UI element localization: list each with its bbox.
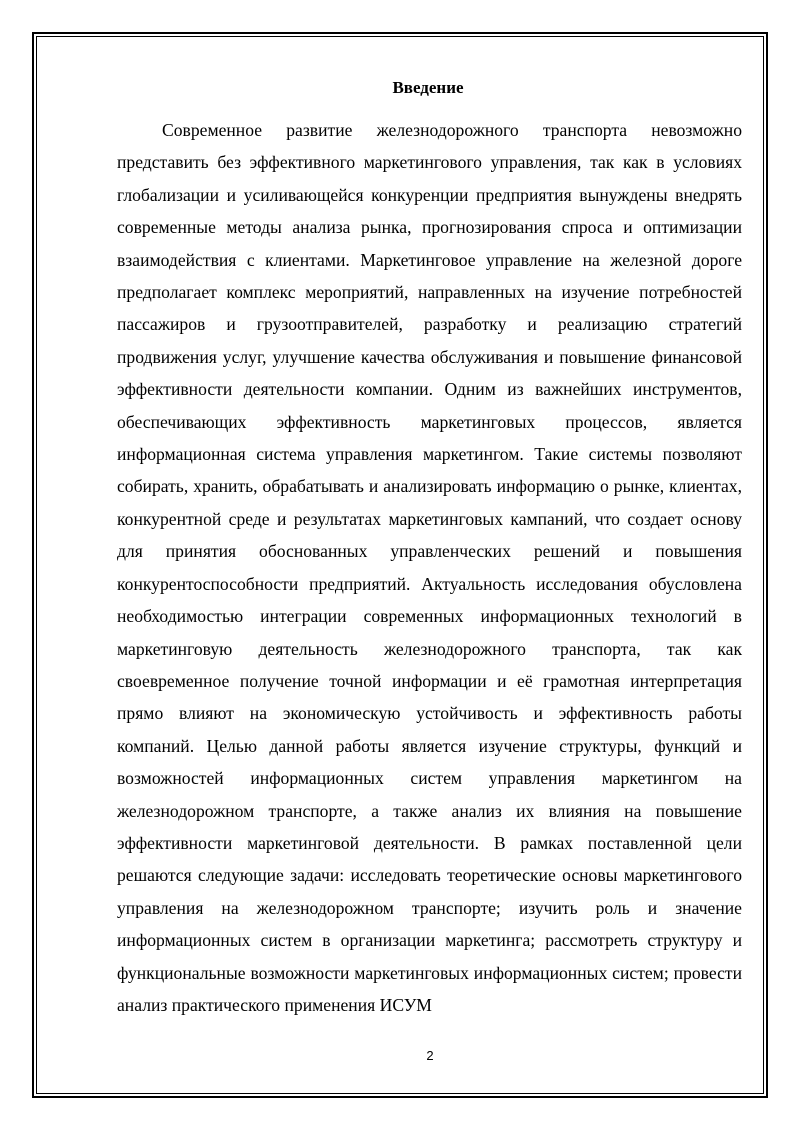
page-title: Введение	[392, 78, 464, 97]
page-number: 2	[426, 1048, 434, 1063]
body-paragraph: Современное развитие железнодорожного транспорта невозможно представить без эффективного маркетингового управления, так как в условиях глобализации и усиливающейся конкуренции предприятия вынуждены внедрять современные методы анализа рынка, прогнозирования спроса и оптимизации взаимодействия с клиентами. Маркетинговое управление на железной дороге предполагает комплекс мероприятий, направленных на изучение потребностей пассажиров и грузоотправителей, разработку и реализацию стратегий продвижения услуг, улучшение качества обслуживания и повышение финансовой эффективности деятельности компании. Одним из важнейших инструментов, обеспечивающих эффективность маркетинговых процессов, является информационная система управления маркетингом. Такие системы позволяют собирать, хранить, обрабатывать и анализировать информацию о рынке, клиентах, конкурентной среде и результатах маркетинговых кампаний, что создает основу для принятия обоснованных управленческих решений и повышения конкурентоспособности предприятий. Актуальность исследования обусловлена необходимостью интеграции современных информационных технологий в маркетинговую деятельность железнодорожного транспорта, так как своевременное получение точной информации и её грамотная интерпретация прямо влияют на экономическую устойчивость и эффективность работы компаний. Целью данной работы является изучение структуры, функций и возможностей информационных систем управления маркетингом на железнодорожном транспорте, а также анализ их влияния на повышение эффективности маркетинговой деятельности. В рамках поставленной цели решаются следующие задачи: исследовать теоретические основы маркетингового управления на железнодорожном транспорте; изучить роль и значение информационных систем в организации маркетинга; рассмотреть структуру и функциональные возможности маркетинговых информационных систем; провести анализ практического применения ИСУМ	[117, 120, 742, 1015]
